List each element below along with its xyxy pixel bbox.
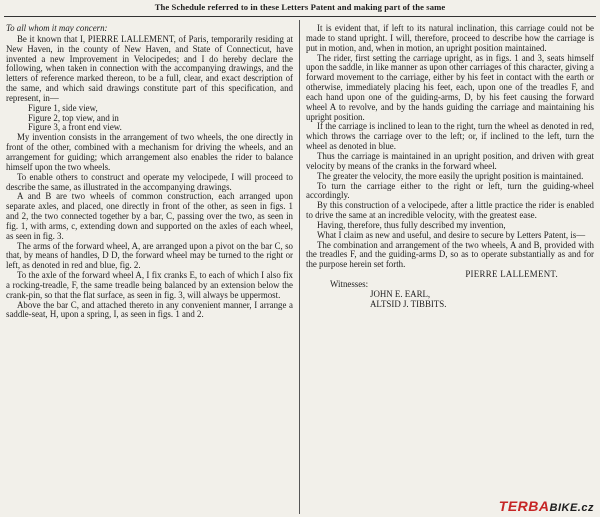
header-rule bbox=[4, 16, 596, 17]
left-paragraph: To the axle of the forward wheel A, I fix cranks E, to each of which I also fix a rocking-treadle, F, the same treadle being balanced by an extension below the crank-pin, so that the flat surface, as seen in fig. 3, will always be uppermost. bbox=[6, 270, 293, 300]
left-paragraph: Above the bar C, and attached thereto in any convenient manner, I arrange a saddle-seat, H, upon a spring, I, as seen in figs. 1 and 2. bbox=[6, 299, 293, 320]
witnesses-label: Witnesses: bbox=[330, 278, 369, 289]
left-paragraph: Be it known that I, PIERRE LALLEMENT, of Paris, temporarily residing at New Haven, in the county of New Haven, and State of Connecticut, have invented a new Improvement in Velocipedes; and I do hereby declare the following, when taken in connection with the accompanying drawings, and the letters of reference marked thereon, to be a full, clear, and exact description of the same, and which said drawings constitute part of this specification, and represent, in— bbox=[6, 33, 293, 103]
left-paragraph: A and B are two wheels of common construction, each arranged upon separate axles, and placed, one directly in front of the other, as seen in figs. 1 and 2, the two connected together by a bar, C, passing over the two, as seen in fig. 1, with arms, c, extending down and supported on the axles of each wheel, as seen in fig. 3. bbox=[6, 191, 293, 241]
right-paragraph: By this construction of a velocipede, after a little practice the rider is enabled to drive the same at an incredible velocity, with the greatest ease. bbox=[306, 200, 594, 221]
column-divider bbox=[299, 20, 300, 514]
right-paragraph: Thus the carriage is maintained in an upright position, and driven with great velocity by means of the cranks in the forward wheel. bbox=[306, 150, 594, 171]
left-paragraph: The arms of the forward wheel, A, are arranged upon a pivot on the bar C, so that, by means of handles, D D, the forward wheel may be turned to the right or left, as denoted in red and blue, fig. 2. bbox=[6, 240, 293, 271]
right-paragraph: The greater the velocity, the more easily the upright position is maintained. bbox=[317, 170, 584, 181]
left-paragraph: To enable others to construct and operate my velocipede, I will proceed to describe the same, as illustrated in the accompanying drawings. bbox=[6, 171, 293, 192]
left-paragraph: My invention consists in the arrangement of two wheels, the one directly in front of the other, combined with a mechanism for driving the wheels, and an arrangement for guiding; which arrangement also enables the rider to balance himself upon the two wheels. bbox=[6, 132, 293, 172]
signature: PIERRE LALLEMENT. bbox=[465, 269, 558, 280]
right-column bbox=[306, 24, 594, 309]
left-paragraph: Figure 2, top view, and in bbox=[28, 112, 119, 123]
left-paragraph: Figure 1, side view, bbox=[28, 102, 98, 113]
right-paragraph: The combination and arrangement of the two wheels, A and B, provided with the treadles F, and the guiding-arms D, so as to operate substantially as and for the purpose herein set forth. bbox=[306, 239, 594, 270]
right-paragraph: It is evident that, if left to its natural inclination, this carriage could not be made to stand upright. I will, therefore, proceed to describe how the carriage is put in motion, and, when in motion, an upright position maintained. bbox=[306, 23, 594, 53]
witness-2: ALTSID J. TIBBITS. bbox=[370, 298, 447, 309]
page-header: The Schedule referred to in these Letters Patent and making part of the same bbox=[154, 2, 446, 12]
witness-1: JOHN E. EARL, bbox=[370, 288, 431, 299]
right-paragraph: What I claim as new and useful, and desire to secure by Letters Patent, is— bbox=[317, 229, 586, 240]
watermark-logo: TERBABIKE.cz bbox=[498, 498, 594, 514]
right-paragraph: The rider, first setting the carriage upright, as in figs. 1 and 3, seats himself upon the saddle, in like manner as upon other carriages of this character, giving a forward movement to the carriage, either by his feet in contact with the earth or otherwise, immediately placing his feet, each, upon one of the treadles F, and each hand upon one of the guiding-arms, D, by his feet causing the forward wheel A to revolve, and by the hands guiding the carriage and maintaining his upright position. bbox=[306, 52, 594, 122]
left-paragraph: Figure 3, a front end view. bbox=[28, 122, 122, 133]
right-paragraph: Having, therefore, thus fully described my invention, bbox=[317, 219, 506, 230]
left-column bbox=[6, 24, 293, 320]
right-paragraph: If the carriage is inclined to lean to the right, turn the wheel as denoted in red, which throws the carriage over to the left; or, if inclined to the left, turn the wheel as denoted in blue. bbox=[306, 121, 594, 152]
left-paragraph: To all whom it may concern: bbox=[6, 23, 108, 33]
right-paragraph: To turn the carriage either to the right or left, turn the guiding-wheel accordingly. bbox=[306, 180, 594, 201]
